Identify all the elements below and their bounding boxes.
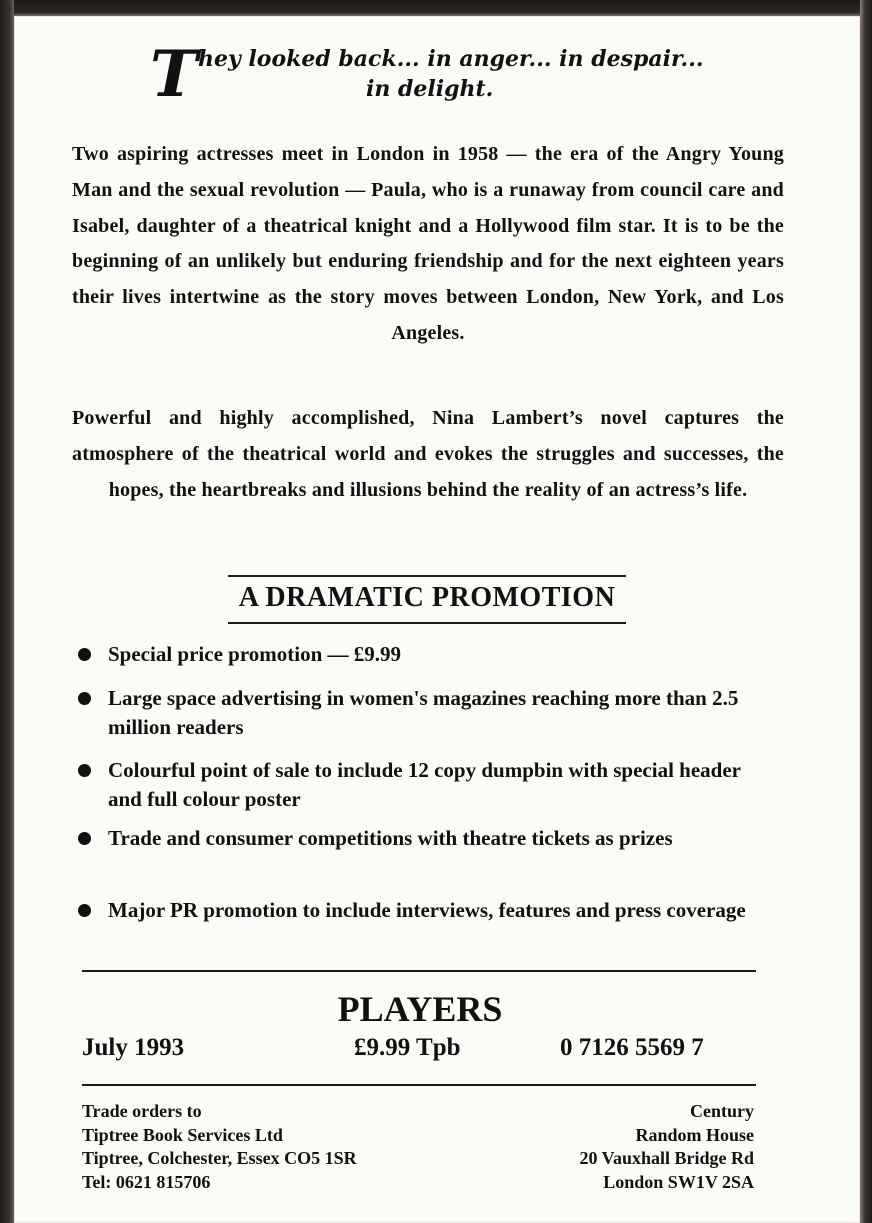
promotion-item-text: Special price promotion — £9.99 — [108, 642, 402, 666]
trade-orders-line: Tel: 0621 815706 — [82, 1171, 211, 1192]
page-edge-left — [0, 0, 14, 1223]
divider-rule-top — [82, 970, 756, 972]
trade-orders-line: Trade orders to — [82, 1101, 202, 1121]
book-price: £9.99 Tpb — [354, 1034, 461, 1061]
publisher-line: 20 Vauxhall Bridge Rd — [579, 1148, 754, 1168]
promotion-item-text: Trade and consumer competitions with theatre tickets as prizes — [108, 826, 673, 850]
trade-orders-address — [82, 1100, 357, 1194]
bullet-dot-icon — [78, 764, 91, 777]
publisher-line: Random House — [635, 1124, 754, 1145]
bullet-dot-icon — [78, 832, 91, 845]
promotion-rule-top — [228, 575, 626, 577]
synopsis-paragraph: Two aspiring actresses meet in London in 1958 — the era of the Angry Young Man and the sexual revolution — Paula, who is a runaway from council care and Isabel, daughter of a theatrical knight and a Hollywood film star. It is to be the beginning of an unlikely but enduring friendship and for the next eighteen years their lives intertwine as the story moves between London, New York, and Los Angeles. — [72, 143, 784, 344]
publisher-line: London SW1V 2SA — [603, 1171, 754, 1192]
bullet-dot-icon — [78, 692, 91, 705]
divider-rule-bottom — [82, 1084, 756, 1086]
book-isbn: 0 7126 5569 7 — [560, 1034, 704, 1061]
promotion-item-text: Colourful point of sale to include 12 copy dumpbin with special header and full colour poster — [108, 758, 741, 811]
publisher-line: Century — [690, 1101, 754, 1121]
promotion-item-text: Large space advertising in women's magazines reaching more than 2.5 million readers — [108, 686, 739, 739]
publisher-address — [579, 1100, 754, 1194]
page-edge-right — [860, 0, 872, 1223]
bullet-dot-icon — [78, 648, 91, 661]
tagline-dropcap: T — [150, 37, 198, 112]
promotion-item-text: Major PR promotion to include interviews, features and press coverage — [108, 898, 746, 922]
bullet-dot-icon — [78, 904, 91, 917]
book-title: PLAYERS — [337, 989, 503, 1029]
review-paragraph: Powerful and highly accomplished, Nina Lambert’s novel captures the atmosphere of the theatrical world and evokes the struggles and successes, the hopes, the heartbreaks and illusions behind the reality of an actress’s life. — [72, 407, 784, 501]
page-edge-top — [0, 0, 872, 16]
promotion-rule-bottom — [228, 622, 626, 624]
publication-date: July 1993 — [82, 1034, 185, 1061]
trade-orders-line: Tiptree, Colchester, Essex CO5 1SR — [82, 1148, 357, 1168]
tagline-line-1: hey looked back... in anger... in despair... — [198, 46, 704, 72]
trade-orders-line: Tiptree Book Services Ltd — [82, 1124, 283, 1145]
tagline-line-2: in delight. — [366, 76, 494, 102]
promotion-heading: A DRAMATIC PROMOTION — [238, 582, 616, 613]
